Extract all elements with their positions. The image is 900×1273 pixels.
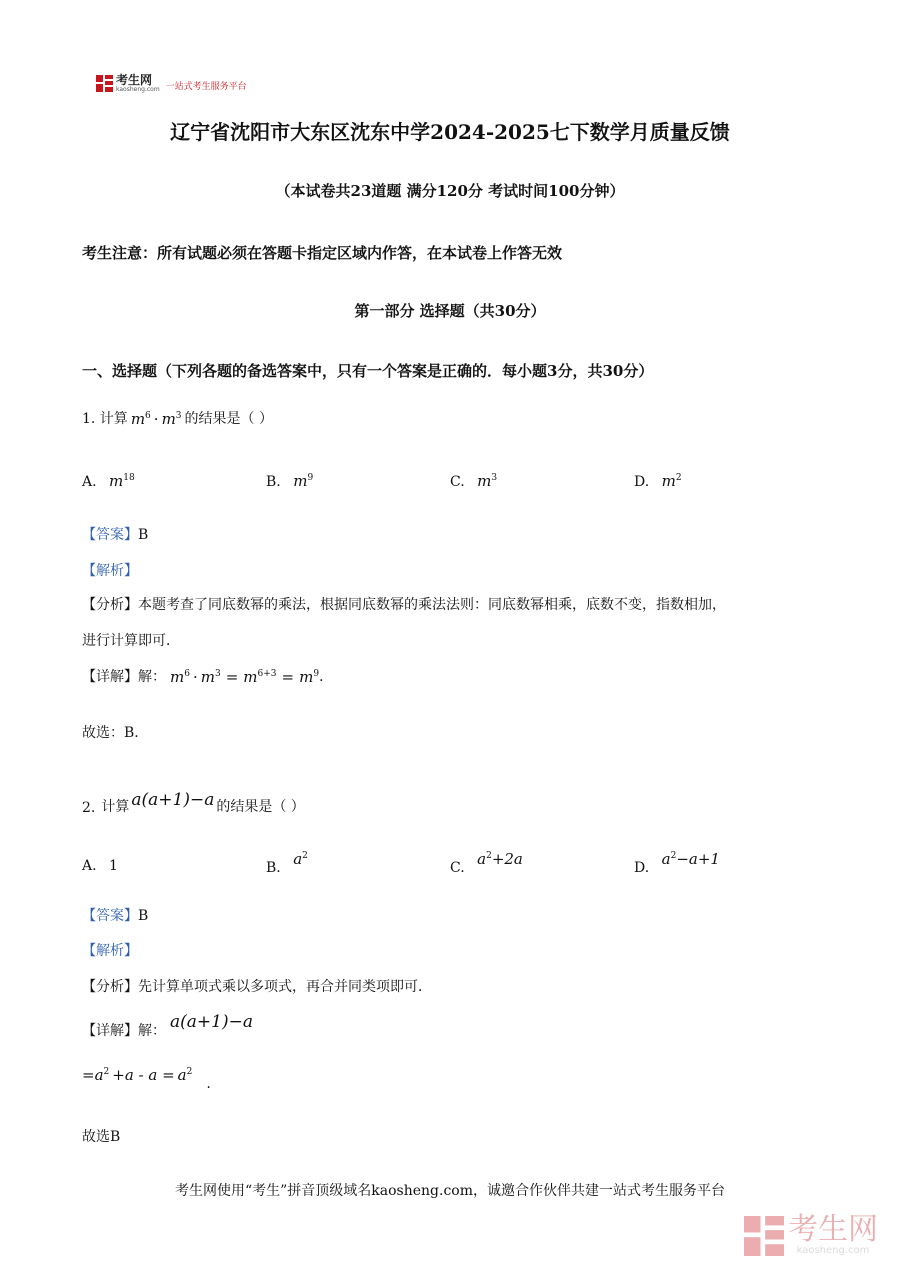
q1-analysis-cont: 进行计算即可． [82, 633, 180, 649]
q2-answer: 【答案】B [82, 908, 149, 924]
q2-detail-expression: a(a+1)−a [170, 1012, 253, 1032]
q1-suffix: 的结果是（ ） [184, 411, 273, 427]
q2-step: $=a^2 +a - a = a^2$ . [82, 1066, 211, 1092]
q2-analysis-tag: 【解析】 [82, 943, 138, 959]
q2-detail: 【详解】解： a(a+1)−a [82, 1012, 253, 1039]
q2-step-expression: $=a^2 +a - a = a^2$ [82, 1066, 193, 1084]
logo-brand: 考生网 kaosheng.com [116, 73, 160, 93]
q1-detail: 【详解】解： $m^6 \cdot m^3 = m^{6+3} = m^9$ ． [82, 668, 334, 686]
q2-option-c[interactable]: C. $a^2+2a$ [450, 850, 523, 876]
footer-text: 考生网使用“考生”拼音顶级域名kaosheng.com，诚邀合作伙伴共建一站式考生服务平台 [174, 1183, 726, 1199]
q2-option-d[interactable]: D. $a^2-a+1$ [634, 850, 720, 876]
logo-domain: kaosheng.com [116, 86, 160, 93]
q2-suffix: 的结果是（ ） [216, 799, 305, 815]
q1-detail-expression: $m^6 \cdot m^3 = m^{6+3} = m^9$ [170, 668, 320, 686]
header-logo[interactable] [96, 74, 247, 93]
exam-info: （本试卷共23道题 满分120分 考试时间100分钟） [275, 182, 625, 200]
q1-answer: 【答案】B [82, 527, 149, 543]
q1-expression: $m^6 \cdot m^3$ [130, 410, 182, 428]
watermark [744, 1212, 878, 1257]
exam-title: 辽宁省沈阳市大东区沈东中学2024-2025七下数学月质量反馈 [170, 120, 730, 144]
q2-conclusion: 故选B [82, 1129, 121, 1145]
q2-expression: a(a+1)−a [131, 790, 215, 810]
question-2-stem: 2. 计算 a(a+1)−a 的结果是（ ） [82, 790, 305, 816]
q1-analysis-tag: 【解析】 [82, 563, 138, 579]
question-1-stem [82, 408, 273, 428]
q2-option-b[interactable]: B. $a^2$ [266, 850, 308, 876]
q2-option-a[interactable]: A. 1 [82, 858, 118, 874]
q2-number: 2. [82, 800, 96, 816]
part-title: 第一部分 选择题（共30分） [354, 302, 546, 320]
section-title: 一、选择题（下列各题的备选答案中，只有一个答案是正确的．每小题3分，共30分） [82, 362, 654, 380]
q2-analysis: 【分析】先计算单项式乘以多项式，再合并同类项即可． [82, 979, 432, 995]
q1-option-c[interactable]: C. $m^3$ [450, 472, 498, 490]
kaosheng-logo-icon [96, 75, 113, 92]
watermark-logo-icon [744, 1216, 784, 1256]
q1-option-a[interactable]: A. $m^{18}$ [82, 472, 135, 490]
watermark-text: 考生网 kaosheng.com [788, 1212, 878, 1256]
exam-notice: 考生注意：所有试题必须在答题卡指定区域内作答，在本试卷上作答无效 [82, 244, 563, 262]
q1-option-b[interactable]: B. $m^9$ [266, 472, 314, 490]
logo-slogan: 一站式考生服务平台 [165, 82, 247, 92]
q1-conclusion: 故选：B． [82, 725, 149, 741]
q1-option-d[interactable]: D. $m^2$ [634, 472, 682, 490]
q1-number: 1. 计算 [82, 411, 128, 427]
q1-analysis: 【分析】本题考查了同底数幂的乘法，根据同底数幂的乘法法则：同底数幂相乘，底数不变，指数相加， [82, 597, 726, 613]
